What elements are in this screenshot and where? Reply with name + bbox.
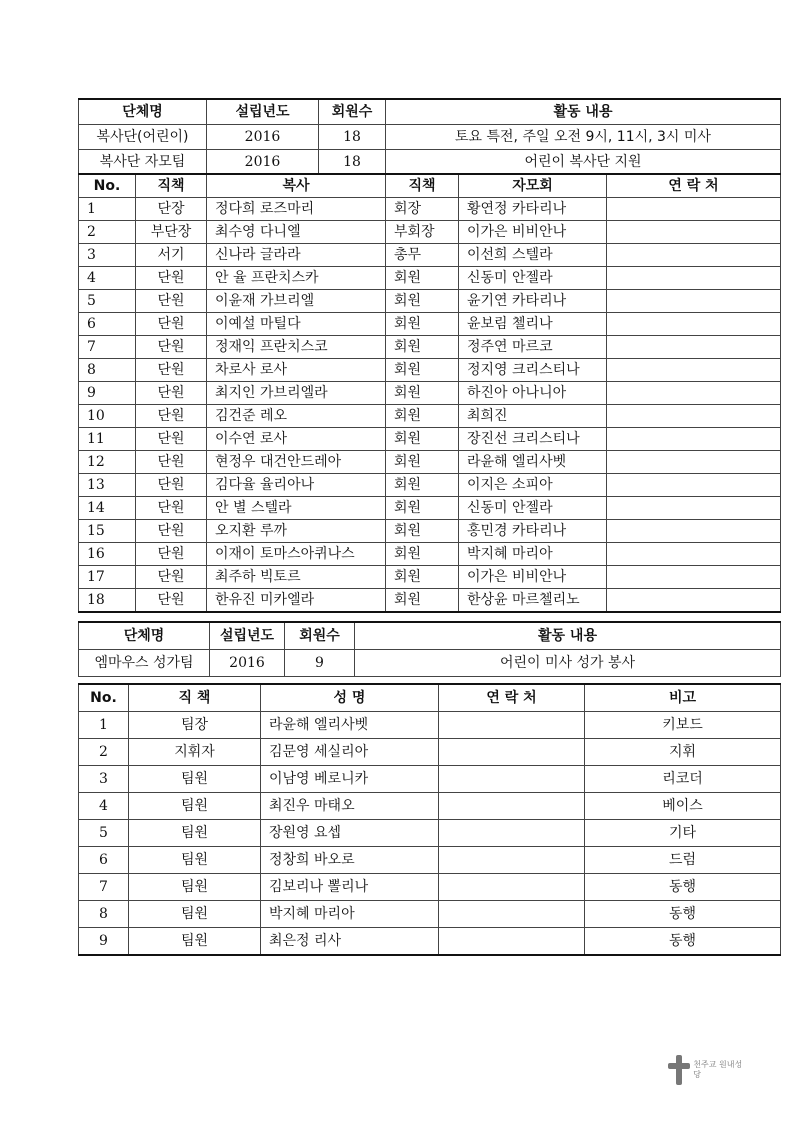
group-members: 9	[285, 650, 355, 677]
row-number: 9	[79, 928, 129, 956]
parent-role: 부회장	[386, 221, 459, 244]
row-number: 2	[79, 739, 129, 766]
row-number: 1	[79, 198, 136, 221]
group-members: 18	[319, 125, 386, 150]
group-info-table-1	[78, 98, 781, 175]
row-number: 4	[79, 267, 136, 290]
server-name: 최주하 빅토르	[207, 566, 386, 589]
row-number: 3	[79, 766, 129, 793]
row-number: 16	[79, 543, 136, 566]
header-member-count: 회원수	[285, 622, 355, 650]
table-row	[79, 566, 781, 589]
table-row	[79, 221, 781, 244]
parent-role: 회원	[386, 497, 459, 520]
contact	[607, 566, 781, 589]
row-number: 8	[79, 901, 129, 928]
server-name: 최수영 다니엘	[207, 221, 386, 244]
server-name: 이예설 마틸다	[207, 313, 386, 336]
church-logo	[668, 1052, 748, 1088]
group-activity: 어린이 복사단 지원	[386, 150, 781, 175]
parent-role: 회원	[386, 543, 459, 566]
parent-role: 회원	[386, 520, 459, 543]
contact	[607, 543, 781, 566]
server-role: 단원	[136, 474, 207, 497]
member-name: 김보리나 뽈리나	[261, 874, 439, 901]
parent-name: 한상윤 마르첼리노	[459, 589, 607, 613]
contact	[607, 451, 781, 474]
contact	[607, 589, 781, 613]
contact	[439, 739, 585, 766]
group-activity: 어린이 미사 성가 봉사	[355, 650, 781, 677]
server-role: 단원	[136, 497, 207, 520]
group-activity: 토요 특전, 주일 오전 9시, 11시, 3시 미사	[386, 125, 781, 150]
parent-name: 홍민경 카타리나	[459, 520, 607, 543]
member-name: 김문영 세실리아	[261, 739, 439, 766]
server-role: 단원	[136, 267, 207, 290]
cross-icon	[668, 1055, 689, 1085]
member-role: 팀원	[129, 928, 261, 956]
roster-header-no: No.	[79, 174, 136, 198]
roster-header-contact: 연 락 처	[439, 684, 585, 712]
server-name: 이윤재 가브리엘	[207, 290, 386, 313]
member-name: 이남영 베로니카	[261, 766, 439, 793]
table-row	[79, 766, 781, 793]
server-role: 단원	[136, 382, 207, 405]
header-member-count: 회원수	[319, 99, 386, 125]
roster-header-note: 비고	[585, 684, 781, 712]
contact	[439, 874, 585, 901]
note: 지휘	[585, 739, 781, 766]
roster-header-name: 성 명	[261, 684, 439, 712]
contact	[607, 474, 781, 497]
group-row	[79, 150, 781, 175]
table-row	[79, 267, 781, 290]
server-name: 안 별 스텔라	[207, 497, 386, 520]
header-founded-year: 설립년도	[207, 99, 319, 125]
row-number: 6	[79, 847, 129, 874]
row-number: 3	[79, 244, 136, 267]
contact	[607, 198, 781, 221]
table-row	[79, 451, 781, 474]
table-row	[79, 520, 781, 543]
parent-role: 회원	[386, 566, 459, 589]
parent-name: 정주연 마르코	[459, 336, 607, 359]
table-row	[79, 405, 781, 428]
note: 리코더	[585, 766, 781, 793]
table-row	[79, 712, 781, 739]
member-role: 팀원	[129, 874, 261, 901]
row-number: 12	[79, 451, 136, 474]
contact	[607, 313, 781, 336]
row-number: 10	[79, 405, 136, 428]
group-info-table-2	[78, 621, 781, 677]
member-name: 최은정 리사	[261, 928, 439, 956]
parent-role: 회원	[386, 267, 459, 290]
group-name: 복사단 자모팀	[79, 150, 207, 175]
table-row	[79, 589, 781, 613]
contact	[607, 405, 781, 428]
row-number: 2	[79, 221, 136, 244]
member-name: 최진우 마태오	[261, 793, 439, 820]
contact	[439, 901, 585, 928]
parent-role: 회원	[386, 336, 459, 359]
parent-name: 윤기연 카타리나	[459, 290, 607, 313]
table-row	[79, 428, 781, 451]
server-name: 신나라 글라라	[207, 244, 386, 267]
table-row	[79, 474, 781, 497]
member-role: 지휘자	[129, 739, 261, 766]
roster-header-parent-role: 직책	[386, 174, 459, 198]
note: 동행	[585, 901, 781, 928]
server-name: 이수연 로사	[207, 428, 386, 451]
roster-header-no: No.	[79, 684, 129, 712]
row-number: 6	[79, 313, 136, 336]
header-activity: 활동 내용	[386, 99, 781, 125]
table-row	[79, 382, 781, 405]
table-row	[79, 739, 781, 766]
contact	[607, 290, 781, 313]
parent-role: 회원	[386, 451, 459, 474]
note: 기타	[585, 820, 781, 847]
table-row	[79, 497, 781, 520]
row-number: 18	[79, 589, 136, 613]
contact	[607, 359, 781, 382]
contact	[607, 497, 781, 520]
parent-name: 장진선 크리스티나	[459, 428, 607, 451]
parent-name: 신동미 안젤라	[459, 267, 607, 290]
member-name: 라윤해 엘리사벳	[261, 712, 439, 739]
row-number: 14	[79, 497, 136, 520]
roster-header-role: 직 책	[129, 684, 261, 712]
row-number: 13	[79, 474, 136, 497]
table-row	[79, 901, 781, 928]
row-number: 8	[79, 359, 136, 382]
server-role: 단원	[136, 428, 207, 451]
member-role: 팀원	[129, 820, 261, 847]
table-row	[79, 313, 781, 336]
contact	[439, 847, 585, 874]
group-year: 2016	[210, 650, 285, 677]
row-number: 7	[79, 336, 136, 359]
parent-name: 하진아 아나니아	[459, 382, 607, 405]
table-row	[79, 290, 781, 313]
parent-name: 이가은 비비안나	[459, 566, 607, 589]
server-name: 정재익 프란치스코	[207, 336, 386, 359]
server-name: 김다율 율리아나	[207, 474, 386, 497]
roster-header-parent: 자모회	[459, 174, 607, 198]
contact	[439, 793, 585, 820]
server-name: 안 율 프란치스카	[207, 267, 386, 290]
member-role: 팀원	[129, 766, 261, 793]
contact	[607, 267, 781, 290]
member-role: 팀원	[129, 793, 261, 820]
row-number: 5	[79, 290, 136, 313]
header-founded-year: 설립년도	[210, 622, 285, 650]
note: 키보드	[585, 712, 781, 739]
contact	[607, 336, 781, 359]
contact	[439, 766, 585, 793]
table-row	[79, 928, 781, 956]
server-role: 단원	[136, 290, 207, 313]
logo-text: 천주교 원내성당	[693, 1060, 743, 1079]
server-role: 단원	[136, 405, 207, 428]
member-role: 팀장	[129, 712, 261, 739]
member-name: 장원영 요셉	[261, 820, 439, 847]
server-name: 한유진 미카엘라	[207, 589, 386, 613]
server-name: 오지환 루까	[207, 520, 386, 543]
table-row	[79, 359, 781, 382]
note: 동행	[585, 874, 781, 901]
parent-name: 정지영 크리스티나	[459, 359, 607, 382]
server-name: 김건준 레오	[207, 405, 386, 428]
row-number: 17	[79, 566, 136, 589]
parent-name: 황연정 카타리나	[459, 198, 607, 221]
group-row	[79, 650, 781, 677]
contact	[607, 520, 781, 543]
table-row	[79, 793, 781, 820]
table-row	[79, 847, 781, 874]
roster-header-contact: 연 락 처	[607, 174, 781, 198]
contact	[439, 928, 585, 956]
altar-server-roster-table	[78, 173, 781, 613]
server-name: 차로사 로사	[207, 359, 386, 382]
row-number: 15	[79, 520, 136, 543]
contact	[607, 428, 781, 451]
note: 드럼	[585, 847, 781, 874]
row-number: 9	[79, 382, 136, 405]
table-row	[79, 336, 781, 359]
member-role: 팀원	[129, 901, 261, 928]
parent-name: 최희진	[459, 405, 607, 428]
parent-name: 이선희 스텔라	[459, 244, 607, 267]
parent-name: 신동미 안젤라	[459, 497, 607, 520]
parent-role: 회장	[386, 198, 459, 221]
row-number: 7	[79, 874, 129, 901]
server-role: 단원	[136, 543, 207, 566]
server-role: 단장	[136, 198, 207, 221]
parent-role: 회원	[386, 313, 459, 336]
row-number: 4	[79, 793, 129, 820]
row-number: 5	[79, 820, 129, 847]
member-name: 박지혜 마리아	[261, 901, 439, 928]
table-row	[79, 198, 781, 221]
parent-role: 회원	[386, 359, 459, 382]
parent-name: 윤보림 첼리나	[459, 313, 607, 336]
table-row	[79, 820, 781, 847]
parent-name: 이가은 비비안나	[459, 221, 607, 244]
parent-role: 회원	[386, 290, 459, 313]
parent-role: 회원	[386, 382, 459, 405]
server-name: 정다희 로즈마리	[207, 198, 386, 221]
note: 베이스	[585, 793, 781, 820]
choir-roster-table	[78, 683, 781, 956]
note: 동행	[585, 928, 781, 956]
contact	[439, 712, 585, 739]
server-role: 단원	[136, 520, 207, 543]
table-row	[79, 244, 781, 267]
server-role: 단원	[136, 566, 207, 589]
parent-name: 이지은 소피아	[459, 474, 607, 497]
parent-name: 라윤해 엘리사벳	[459, 451, 607, 474]
contact	[439, 820, 585, 847]
table-row	[79, 543, 781, 566]
parent-role: 회원	[386, 405, 459, 428]
server-name: 이재이 토마스아퀴나스	[207, 543, 386, 566]
server-name: 현정우 대건안드레아	[207, 451, 386, 474]
group-name: 복사단(어린이)	[79, 125, 207, 150]
contact	[607, 244, 781, 267]
header-activity: 활동 내용	[355, 622, 781, 650]
parent-role: 회원	[386, 474, 459, 497]
roster-header-role: 직책	[136, 174, 207, 198]
member-name: 정창희 바오로	[261, 847, 439, 874]
server-role: 단원	[136, 589, 207, 613]
header-group-name: 단체명	[79, 99, 207, 125]
roster-header-server: 복사	[207, 174, 386, 198]
parent-role: 회원	[386, 589, 459, 613]
parent-role: 회원	[386, 428, 459, 451]
contact	[607, 382, 781, 405]
row-number: 11	[79, 428, 136, 451]
parent-name: 박지혜 마리아	[459, 543, 607, 566]
group-name: 엠마우스 성가팀	[79, 650, 210, 677]
parent-role: 총무	[386, 244, 459, 267]
row-number: 1	[79, 712, 129, 739]
group-year: 2016	[207, 150, 319, 175]
server-role: 단원	[136, 313, 207, 336]
group-row	[79, 125, 781, 150]
server-role: 단원	[136, 359, 207, 382]
header-group-name: 단체명	[79, 622, 210, 650]
server-role: 단원	[136, 451, 207, 474]
table-row	[79, 874, 781, 901]
server-role: 단원	[136, 336, 207, 359]
group-year: 2016	[207, 125, 319, 150]
server-role: 서기	[136, 244, 207, 267]
contact	[607, 221, 781, 244]
member-role: 팀원	[129, 847, 261, 874]
server-role: 부단장	[136, 221, 207, 244]
group-members: 18	[319, 150, 386, 175]
server-name: 최지인 가브리엘라	[207, 382, 386, 405]
